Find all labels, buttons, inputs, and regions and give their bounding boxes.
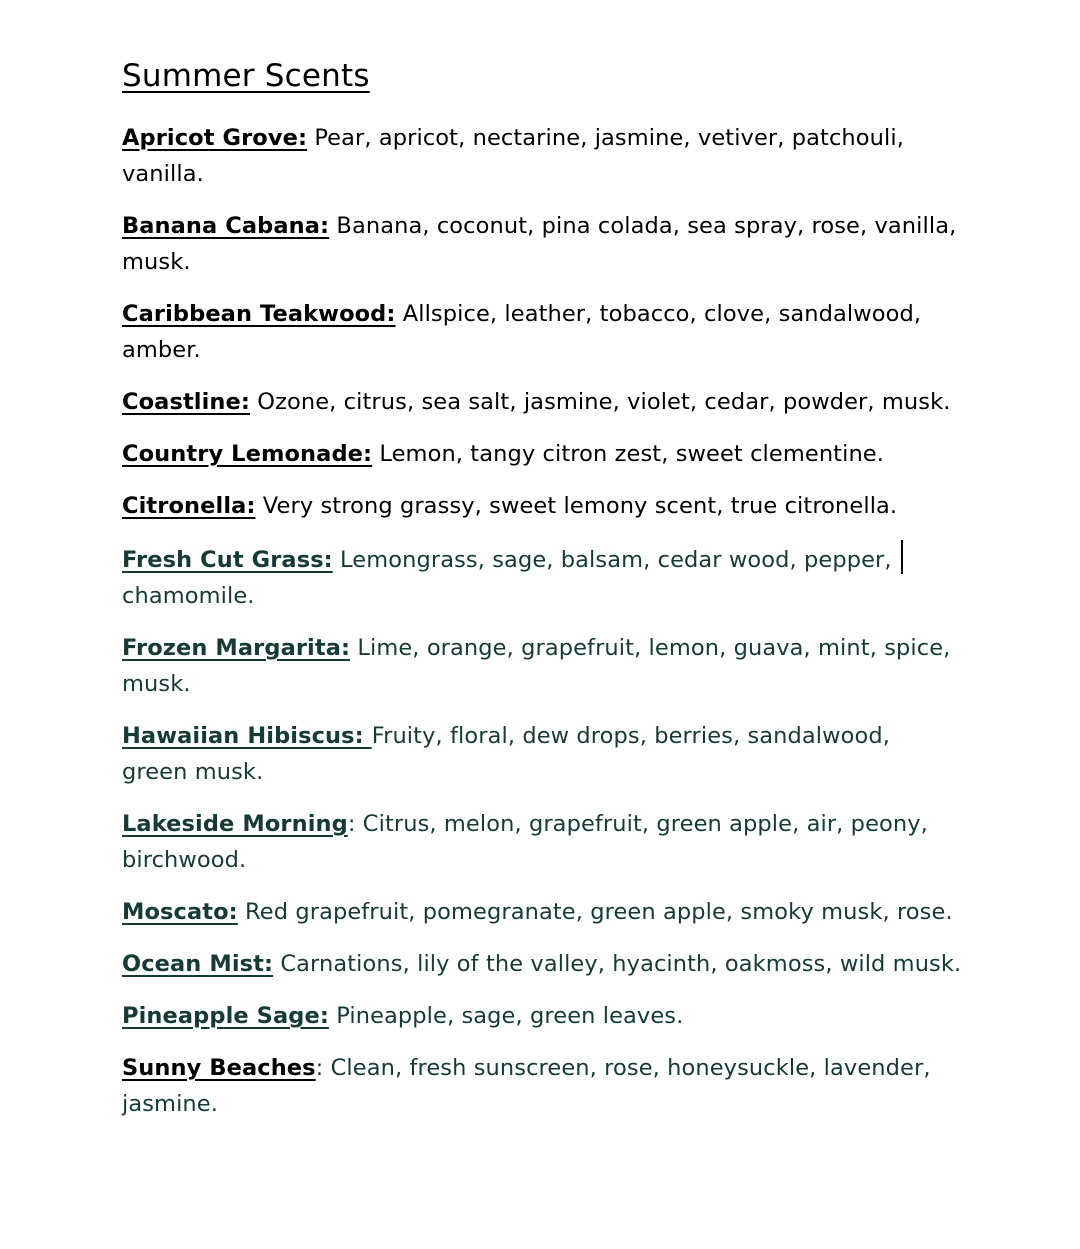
document-page (122, 52, 962, 1138)
scent-separator: : (347, 811, 356, 837)
scent-name: Hawaiian Hibiscus: (122, 723, 372, 749)
scent-entry-country-lemonade (122, 436, 962, 472)
scent-name: Pineapple Sage: (122, 1003, 329, 1029)
scent-entry-pineapple-sage (122, 998, 962, 1034)
scent-separator: : (315, 1055, 324, 1081)
scent-name: Moscato: (122, 899, 238, 925)
scent-name: Caribbean Teakwood: (122, 301, 396, 327)
scent-notes: Pineapple, sage, green leaves. (328, 1003, 684, 1029)
scent-entry-apricot-grove (122, 120, 962, 192)
document-title: Summer Scents (122, 58, 370, 94)
scent-notes: Lemongrass, sage, balsam, cedar wood, pepper, (332, 547, 899, 573)
scent-entry-hawaiian-hibiscus (122, 718, 962, 790)
scent-entry-sunny-beaches (122, 1050, 962, 1122)
scent-notes: Pear, apricot, nectarine, jasmine, vetiver, patchouli, vanilla. (122, 125, 904, 187)
scent-name: Coastline: (122, 389, 251, 415)
scent-name: Lakeside Morning (122, 811, 348, 837)
scent-notes: Clean, fresh sunscreen, rose, honeysuckle, lavender, jasmine. (122, 1055, 931, 1117)
scent-notes: Lemon, tangy citron zest, sweet clementine. (372, 441, 885, 467)
scent-name: Ocean Mist: (122, 951, 274, 977)
scent-entry-frozen-margarita (122, 630, 962, 702)
scent-name: Country Lemonade: (122, 441, 373, 467)
scent-name: Banana Cabana: (122, 213, 330, 239)
scent-entry-caribbean-teakwood (122, 296, 962, 368)
scent-entry-citronella (122, 488, 962, 524)
scent-notes: Fruity, floral, dew drops, berries, sandalwood, green musk. (122, 723, 891, 785)
scent-name: Citronella: (122, 493, 256, 519)
scent-name: Apricot Grove: (122, 125, 308, 151)
scent-notes: Lime, orange, grapefruit, lemon, guava, mint, spice, musk. (122, 635, 951, 697)
scent-entry-banana-cabana (122, 208, 962, 280)
scent-entry-fresh-cut-grass (122, 540, 962, 614)
scent-notes-continued: chamomile. (122, 583, 255, 609)
scent-notes: Carnations, lily of the valley, hyacinth, oakmoss, wild musk. (273, 951, 962, 977)
scent-name: Sunny Beaches (122, 1055, 316, 1081)
scent-notes: Allspice, leather, tobacco, clove, sandalwood, amber. (122, 301, 922, 363)
scent-name: Fresh Cut Grass: (122, 547, 333, 573)
scent-name: Frozen Margarita: (122, 635, 351, 661)
scent-entry-lakeside-morning (122, 806, 962, 878)
scent-entry-moscato (122, 894, 962, 930)
scent-notes: Red grapefruit, pomegranate, green apple, smoky musk, rose. (237, 899, 953, 925)
text-cursor (901, 540, 903, 574)
scent-entry-coastline (122, 384, 962, 420)
scent-notes: Very strong grassy, sweet lemony scent, true citronella. (255, 493, 898, 519)
scent-entry-ocean-mist (122, 946, 962, 982)
scent-notes: Ozone, citrus, sea salt, jasmine, violet, cedar, powder, musk. (250, 389, 951, 415)
scent-notes: Citrus, melon, grapefruit, green apple, air, peony, birchwood. (122, 811, 928, 873)
scent-notes: Banana, coconut, pina colada, sea spray, rose, vanilla, musk. (122, 213, 957, 275)
